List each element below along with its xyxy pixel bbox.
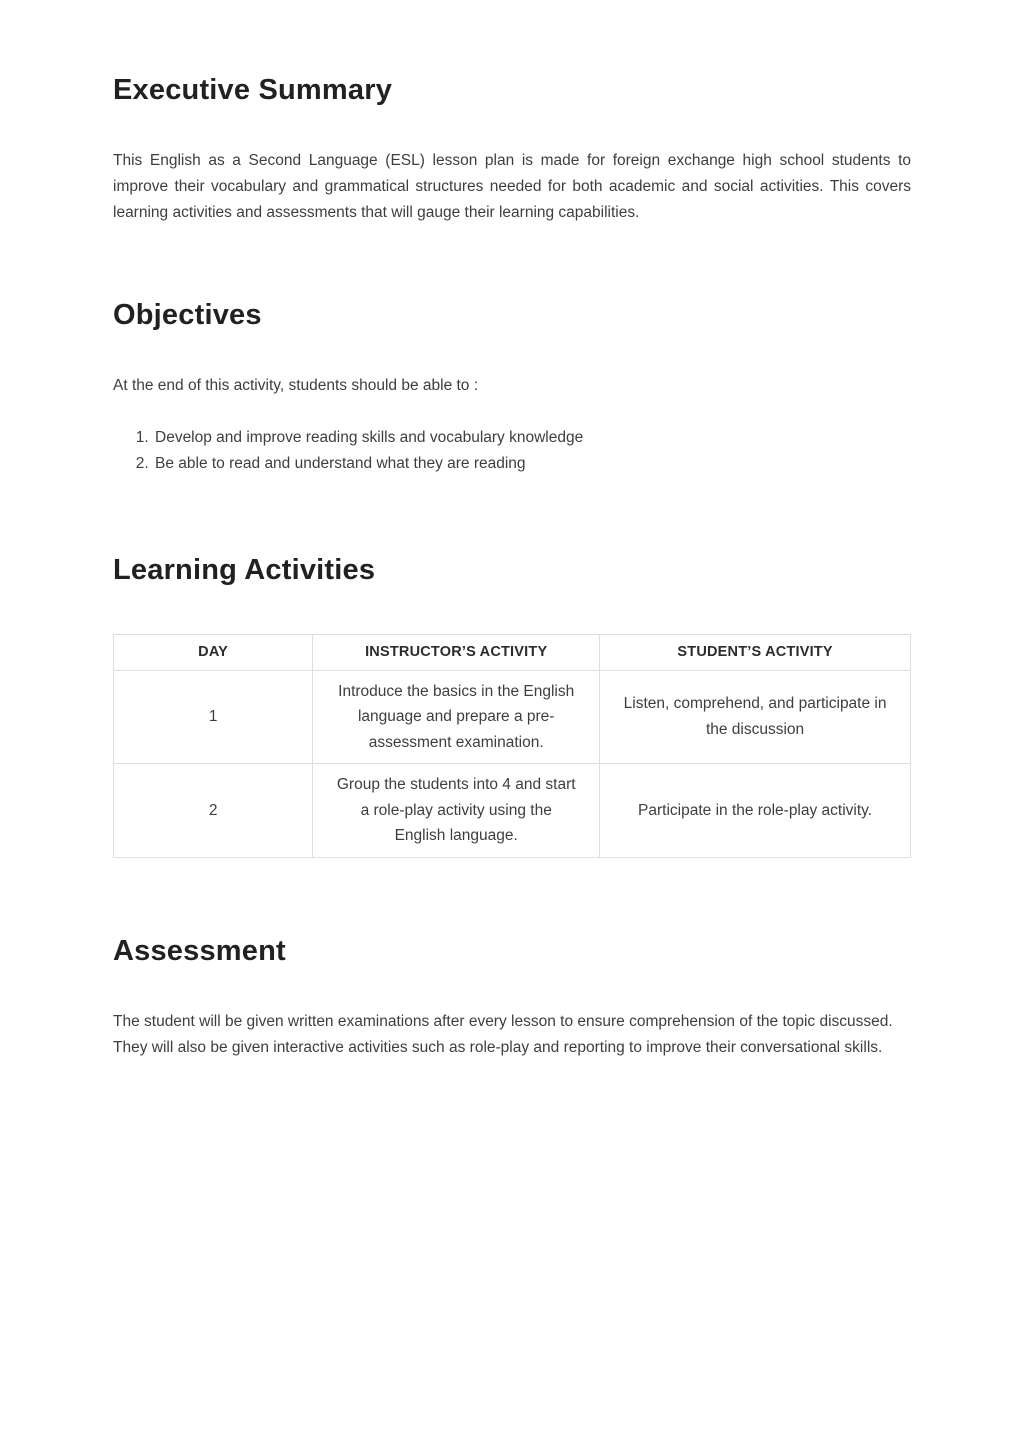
table-header-row [114, 634, 911, 670]
executive-summary-heading: Executive Summary [113, 74, 393, 106]
assessment-heading: Assessment [113, 934, 286, 967]
table-header-student-activity: STUDENT’S ACTIVITY [600, 634, 911, 670]
objectives-intro: At the end of this activity, students should be able to : [113, 376, 479, 394]
cell-instructor-activity: Group the students into 4 and start a role-play activity using the English language. [313, 764, 600, 858]
section-objectives [113, 298, 911, 477]
cell-instructor-activity: Introduce the basics in the English language and prepare a pre-assessment examination. [313, 670, 600, 764]
cell-day: 2 [114, 764, 313, 858]
cell-student-activity: Listen, comprehend, and participate in the discussion [600, 670, 911, 764]
section-executive-summary [113, 73, 911, 226]
objectives-list-item: 2. Be able to read and understand what they are reading [153, 451, 911, 477]
learning-activities-heading: Learning Activities [113, 553, 376, 586]
objectives-list [137, 425, 911, 477]
assessment-paragraph: The student will be given written examinations after every lesson to ensure comprehension of the topic discussed. They will also be given interactive activities such as role-play and reporting to improve their conversational skills. [113, 1012, 893, 1056]
learning-activities-table [113, 634, 911, 858]
section-learning-activities [113, 553, 911, 858]
cell-student-activity: Participate in the role-play activity. [600, 764, 911, 858]
objectives-heading: Objectives [113, 298, 262, 331]
objectives-list-item: 1. Develop and improve reading skills and vocabulary knowledge [153, 425, 911, 451]
cell-day: 1 [114, 670, 313, 764]
table-header-day: DAY [114, 634, 313, 670]
section-assessment [113, 934, 911, 1061]
executive-summary-paragraph: This English as a Second Language (ESL) lesson plan is made for foreign exchange high school students to improve their vocabulary and grammatical structures needed for both academic and social activities. This covers learning activities and assessments that will gauge their learning capabilities. [113, 151, 911, 221]
table-row [114, 670, 911, 764]
table-header-instructor-activity: INSTRUCTOR’S ACTIVITY [313, 634, 600, 670]
table-row [114, 764, 911, 858]
